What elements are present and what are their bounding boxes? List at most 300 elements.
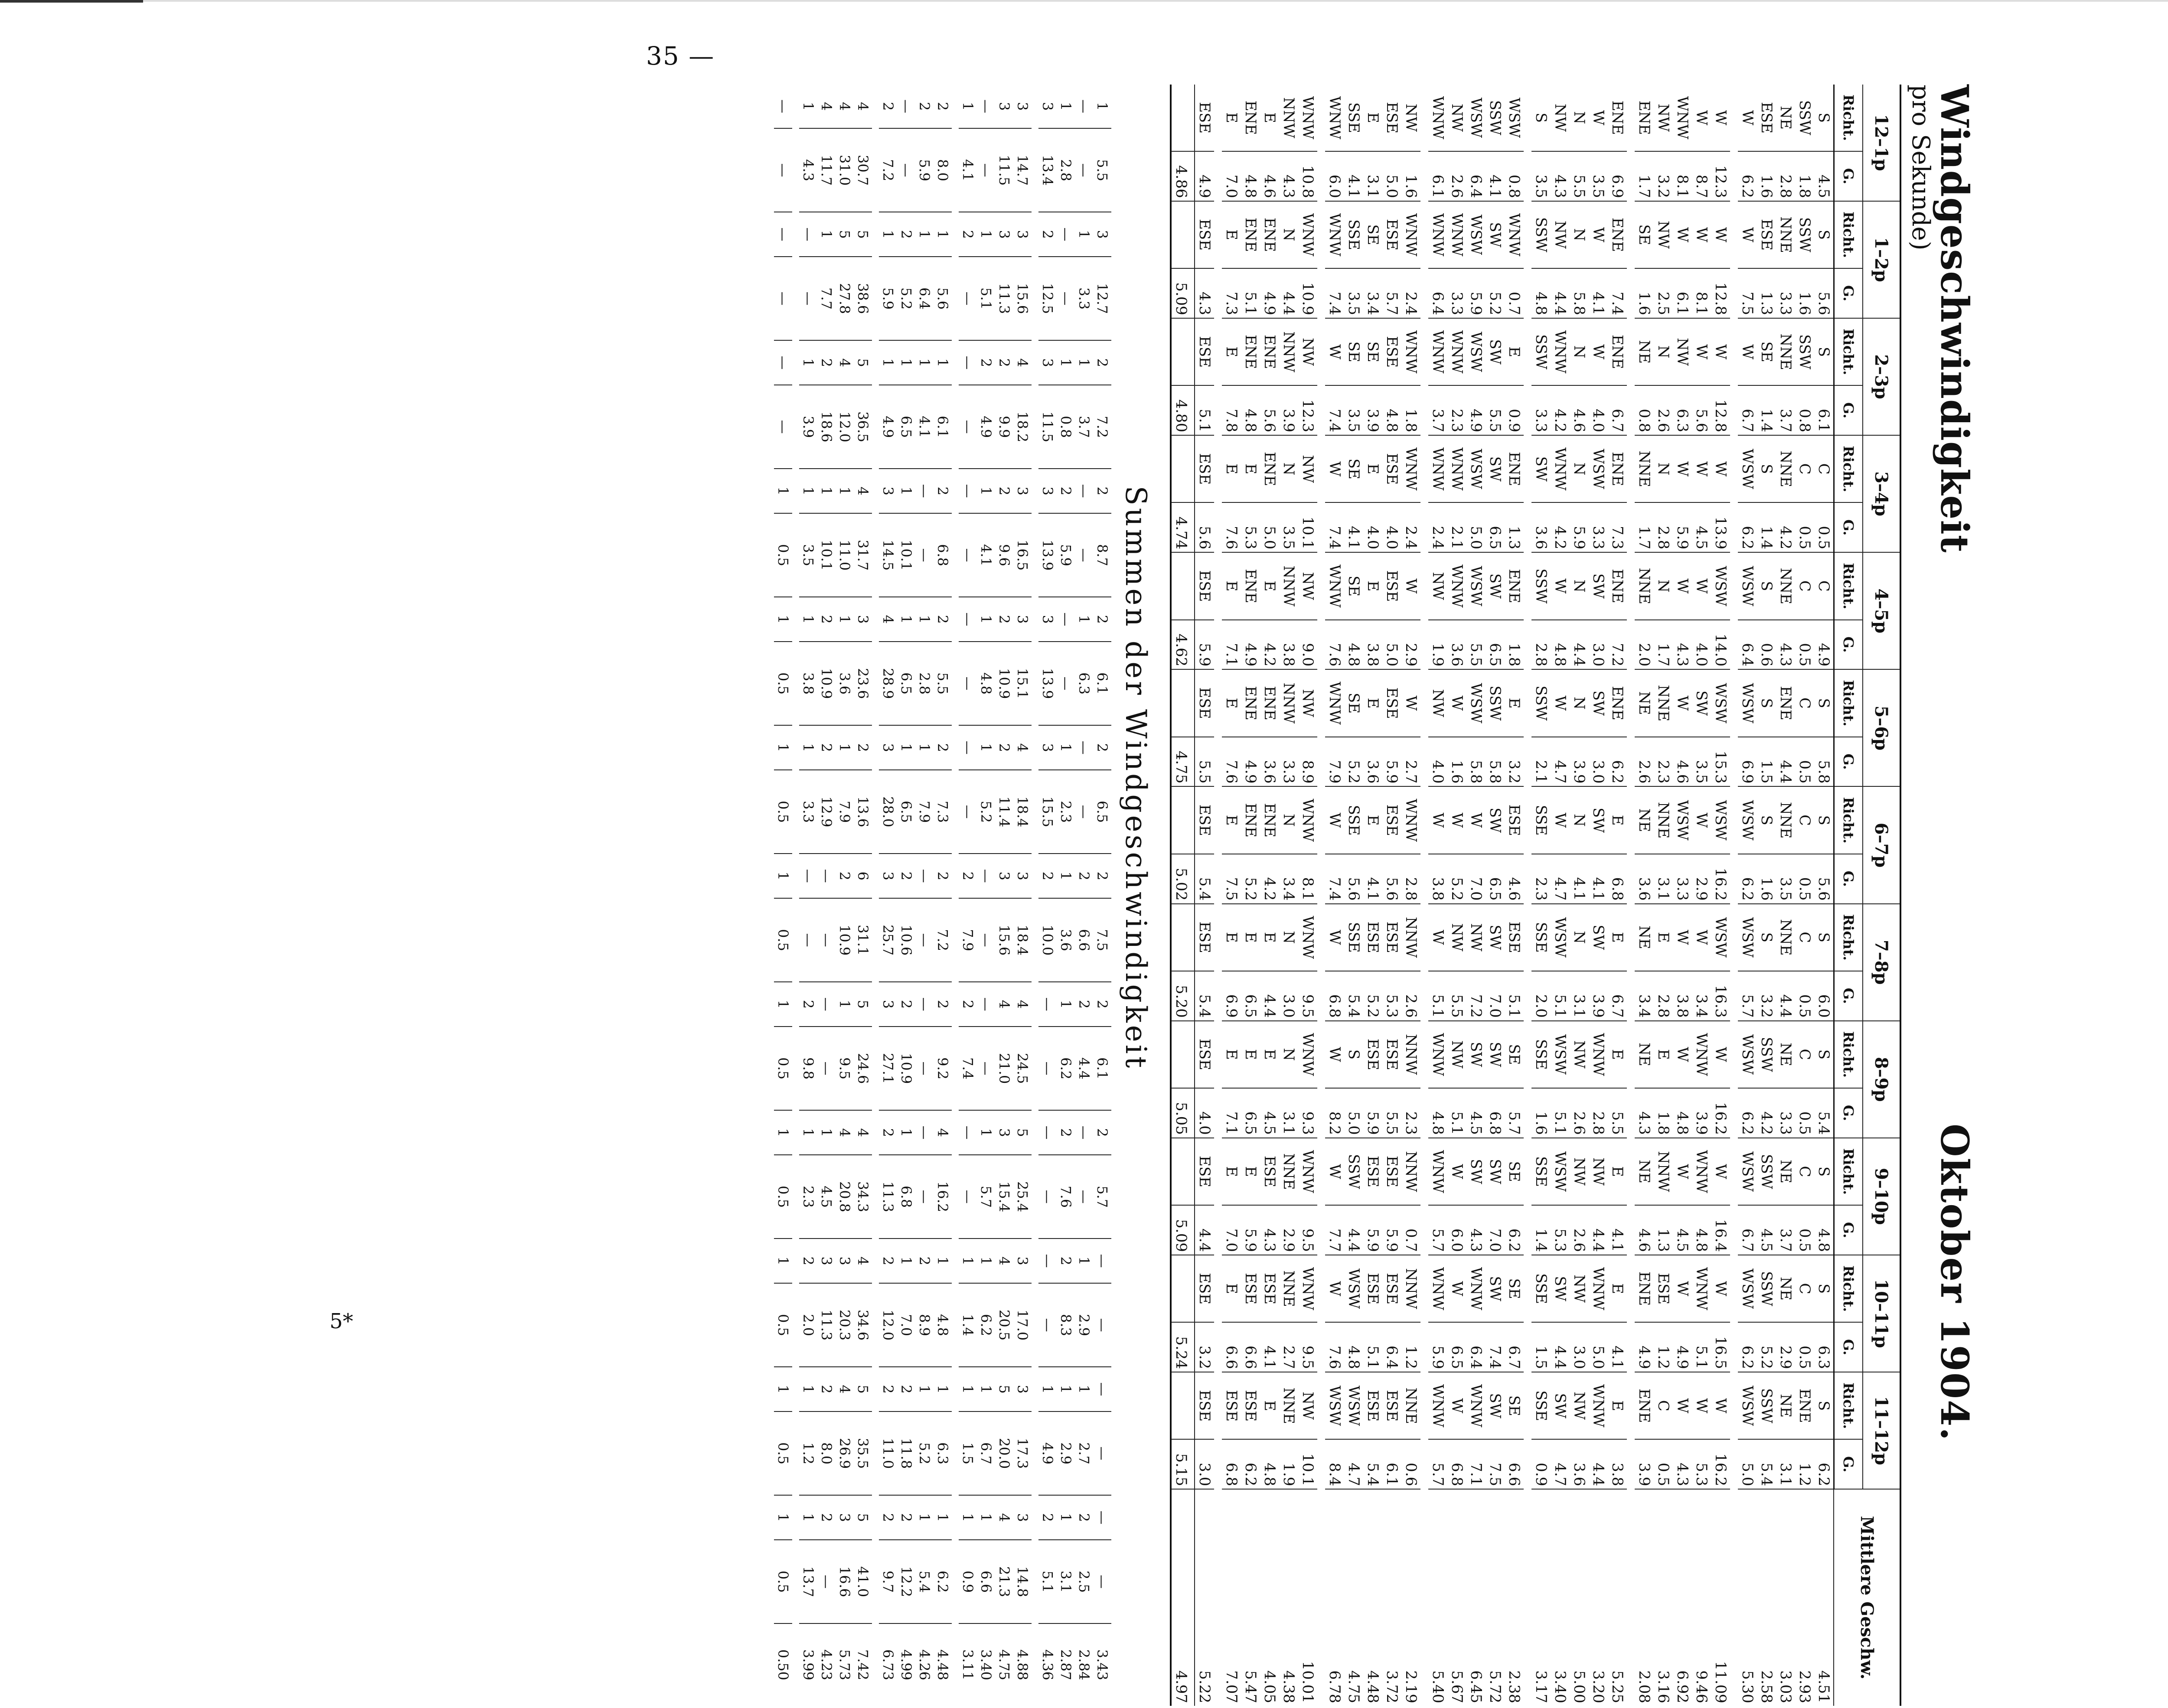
count-cell: 3	[836, 1239, 854, 1284]
spacer-cell	[1317, 85, 1325, 1706]
sum-cell: 4.9	[1038, 1411, 1057, 1495]
direction-cell: W	[1447, 786, 1466, 854]
count-cell: —	[1038, 1110, 1057, 1155]
speed-cell: 3.0	[1279, 971, 1298, 1021]
spacer-row	[1214, 85, 1222, 1706]
table-row	[1795, 85, 1814, 1706]
sum-cell: 6.2	[934, 1540, 952, 1623]
direction-cell: SW	[1486, 904, 1505, 971]
direction-cell: WSW	[1466, 669, 1486, 737]
speed-cell: 9.5	[1298, 971, 1317, 1021]
speed-cell: 5.7	[1505, 1088, 1524, 1138]
sums-row	[1038, 85, 1057, 1706]
direction-cell: NW	[1447, 1021, 1466, 1088]
table-row	[1711, 85, 1730, 1706]
sum-cell: 6.1	[1093, 642, 1111, 725]
count-cell: 1	[1075, 1239, 1093, 1284]
direction-cell: N	[1570, 435, 1589, 502]
speed-cell: 4.6	[1673, 737, 1692, 787]
sum-cell: 12.0	[879, 1283, 897, 1366]
speed-cell: 5.9	[1466, 268, 1486, 318]
direction-cell: WNW	[1589, 1255, 1608, 1322]
avg-dir-cell	[1171, 669, 1195, 737]
direction-cell: ESE	[1382, 669, 1401, 737]
sums-mean-cell: 3.43	[1093, 1623, 1111, 1706]
direction-cell: WSW	[1738, 552, 1757, 619]
speed-cell: 4.4	[1570, 620, 1589, 670]
page-subtitle: pro Sekunde)	[1907, 85, 1935, 251]
speed-cell: 0.5	[1795, 971, 1814, 1021]
count-cell: 1	[977, 725, 995, 770]
speed-cell: 2.8	[1776, 151, 1795, 201]
sum-cell: 20.3	[836, 1283, 854, 1366]
speed-cell: 4.2	[1260, 854, 1279, 904]
direction-cell: SW	[1486, 1021, 1505, 1088]
speed-cell: 3.6	[1635, 854, 1654, 904]
count-cell: —	[1057, 212, 1075, 257]
table-row	[1401, 85, 1420, 1706]
sum-cell: —	[1075, 770, 1093, 853]
speed-cell: 6.4	[1382, 1322, 1401, 1372]
sum-cell: 18.4	[1013, 898, 1032, 981]
count-cell: 3	[1038, 597, 1057, 642]
speed-cell: 3.2	[1654, 151, 1673, 201]
direction-cell: W	[1692, 786, 1711, 854]
direction-cell: W	[1692, 552, 1711, 619]
mean-cell: 5.72	[1486, 1489, 1505, 1706]
sum-cell: —	[1075, 128, 1093, 212]
speed-cell: 6.0	[1325, 151, 1344, 201]
count-cell: 3	[879, 725, 897, 770]
direction-cell: NW	[1402, 104, 1420, 132]
sum-cell: 3.6	[1057, 898, 1075, 981]
count-cell: 1	[897, 1110, 915, 1155]
speed-cell: 5.0	[1589, 1322, 1608, 1372]
count-cell: 2	[1093, 854, 1111, 899]
speed-cell: 1.6	[1531, 1088, 1551, 1138]
speed-cell: 3.4	[1279, 854, 1298, 904]
direction-cell: C	[1795, 904, 1814, 971]
direction-cell: SE	[1505, 1372, 1524, 1439]
count-cell: 4	[995, 982, 1013, 1027]
direction-cell: ESE	[1382, 318, 1401, 385]
count-cell: 2	[915, 1239, 934, 1284]
sum-cell: —	[1093, 1540, 1111, 1623]
table-row	[1241, 85, 1260, 1706]
speed-cell: 3.3	[1776, 268, 1795, 318]
spacer-row	[1627, 85, 1635, 1706]
table-row	[1486, 85, 1505, 1706]
count-cell: 1	[897, 597, 915, 642]
count-cell: 4	[879, 597, 897, 642]
direction-cell: WNW	[1674, 96, 1691, 140]
sum-cell: 7.2	[934, 898, 952, 981]
sums-mean-cell: 4.99	[897, 1623, 915, 1706]
speed-cell: 5.1	[1241, 268, 1260, 318]
direction-cell: SW	[1589, 904, 1608, 971]
direction-cell: WNW	[1401, 318, 1420, 385]
speed-cell: 1.9	[1428, 620, 1447, 670]
count-cell: 1	[959, 1367, 977, 1412]
sum-cell: 6.5	[1093, 770, 1111, 853]
direction-cell: W	[1325, 318, 1344, 385]
count-cell: 1	[774, 1495, 792, 1540]
direction-cell: WNW	[1428, 1138, 1447, 1205]
speed-cell: 5.7	[1428, 1439, 1447, 1489]
table-row	[1195, 85, 1214, 1706]
speed-cell: 4.7	[1551, 854, 1570, 904]
speed-cell: 6.2	[1241, 1439, 1260, 1489]
richt-header: Richt.	[1834, 1138, 1863, 1205]
speed-cell: 5.2	[1344, 737, 1363, 787]
count-cell: 1	[960, 102, 976, 111]
count-cell: 1	[1057, 340, 1075, 385]
direction-cell: WNW	[1692, 1021, 1711, 1088]
sum-cell: 9.6	[995, 513, 1013, 596]
richt-header: Richt.	[1834, 552, 1863, 619]
sum-cell: 11.8	[897, 1411, 915, 1495]
avg-speed-cell: 4.75	[1171, 737, 1195, 787]
sum-cell: 11.0	[836, 513, 854, 596]
count-cell: 1	[959, 1495, 977, 1540]
direction-cell: NE	[1635, 904, 1654, 971]
direction-cell: E	[1505, 669, 1524, 737]
table-row	[1298, 85, 1317, 1706]
direction-cell: ENE	[1505, 552, 1524, 619]
direction-cell: SW	[1531, 435, 1551, 502]
direction-cell: W	[1738, 318, 1757, 385]
direction-cell: N	[1570, 201, 1589, 268]
sum-cell: 2.0	[799, 1283, 817, 1366]
count-cell: 2	[934, 469, 952, 514]
speed-cell: 2.4	[1401, 268, 1420, 318]
speed-cell: 4.8	[1260, 1439, 1279, 1489]
direction-cell: W	[1693, 110, 1710, 126]
direction-cell: ENE	[1260, 201, 1279, 268]
speed-cell: 4.9	[1241, 620, 1260, 670]
count-cell: —	[959, 1110, 977, 1155]
direction-cell: ENE	[1636, 100, 1653, 135]
direction-cell: WSW	[1466, 318, 1486, 385]
count-cell: 1	[1057, 1367, 1075, 1412]
direction-cell: N	[1570, 669, 1589, 737]
avg-dir-cell	[1171, 435, 1195, 502]
direction-cell: W	[1447, 1372, 1466, 1439]
direction-cell: W	[1673, 201, 1692, 268]
direction-cell: ENE	[1241, 201, 1260, 268]
sums-mean-cell: 3.40	[977, 1623, 995, 1706]
sum-cell: 10.6	[897, 898, 915, 981]
sum-cell: 2.3	[799, 1155, 817, 1238]
direction-cell: ESE	[1196, 102, 1213, 134]
speed-cell: 4.3	[1776, 620, 1795, 670]
speed-cell: 8.9	[1298, 737, 1317, 787]
count-cell: 4	[854, 1239, 872, 1284]
direction-cell: W	[1551, 669, 1570, 737]
sum-cell: 21.3	[995, 1540, 1013, 1623]
richt-header: Richt.	[1834, 669, 1863, 737]
speed-cell: 5.1	[1447, 1088, 1466, 1138]
speed-cell: 3.9	[1279, 385, 1298, 435]
direction-cell: E	[1241, 435, 1260, 502]
count-cell: 1	[1057, 1495, 1075, 1540]
direction-cell: WNW	[1428, 318, 1447, 385]
count-cell: 1	[959, 1239, 977, 1284]
rotated-table-page	[356, 85, 1977, 1703]
count-cell: 1	[915, 212, 934, 257]
richt-header: Richt.	[1834, 85, 1863, 151]
sums-gap-cell	[872, 85, 879, 1706]
speed-cell: 5.4	[1757, 1439, 1776, 1489]
speed-cell: 4.1	[1589, 268, 1608, 318]
sum-cell: 13.4	[1038, 128, 1057, 212]
sums-mean-cell: 3.11	[959, 1623, 977, 1706]
speed-cell: 4.1	[1344, 151, 1363, 201]
speed-cell: 3.6	[1260, 737, 1279, 787]
speed-cell: 5.0	[1738, 1439, 1757, 1489]
speed-cell: 2.3	[1447, 385, 1466, 435]
direction-cell: W	[1551, 552, 1570, 619]
direction-cell: WSW	[1711, 904, 1730, 971]
table-row	[1505, 85, 1524, 1706]
speed-cell: 7.8	[1222, 385, 1241, 435]
direction-cell: SSE	[1531, 1138, 1551, 1205]
sum-cell: 12.2	[897, 1540, 915, 1623]
speed-cell: 2.6	[1654, 385, 1673, 435]
count-cell: 3	[1038, 340, 1057, 385]
speed-cell: 12.3	[1711, 151, 1730, 201]
table-row	[1692, 85, 1711, 1706]
sums-row	[934, 85, 952, 1706]
top-left-mark	[0, 0, 143, 3]
count-cell: 2	[934, 725, 952, 770]
speed-cell: 3.0	[1589, 737, 1608, 787]
sums-row	[959, 85, 977, 1706]
sum-cell: 4.8	[934, 1283, 952, 1366]
speed-cell: 1.7	[1635, 151, 1654, 201]
count-cell: 2	[1075, 1495, 1093, 1540]
direction-cell: SSW	[1531, 552, 1551, 619]
speed-cell: 3.1	[1654, 854, 1673, 904]
speed-cell: 5.5	[1447, 971, 1466, 1021]
sum-cell: 31.0	[836, 128, 854, 212]
speed-cell: 5.6	[1195, 502, 1214, 552]
sum-cell: 7.9	[836, 770, 854, 853]
sum-cell: 2.8	[915, 642, 934, 725]
table-row	[1260, 85, 1279, 1706]
speed-cell: 6.1	[1428, 151, 1447, 201]
speed-cell: 16.5	[1711, 1322, 1730, 1372]
direction-cell: ENE	[1241, 669, 1260, 737]
direction-cell: E	[1222, 201, 1241, 268]
count-cell: 2	[897, 854, 915, 899]
mean-cell: 3.72	[1382, 1489, 1401, 1706]
speed-cell: 6.7	[1505, 1322, 1524, 1372]
richt-header: Richt.	[1834, 318, 1863, 385]
sum-cell: 7.5	[1093, 898, 1111, 981]
mean-cell: 6.92	[1673, 1489, 1692, 1706]
direction-cell: SSE	[1531, 1372, 1551, 1439]
mean-cell: 5.25	[1608, 1489, 1627, 1706]
sum-cell: 16.6	[836, 1540, 854, 1623]
speed-cell: 7.5	[1222, 854, 1241, 904]
count-cell: 2	[1075, 854, 1093, 899]
speed-cell: 4.0	[1692, 620, 1711, 670]
count-cell: —	[977, 854, 995, 899]
spacer-cell	[1420, 85, 1428, 1706]
sum-cell: —	[1057, 642, 1075, 725]
count-cell: 1	[774, 597, 792, 642]
speed-cell: 1.3	[1757, 268, 1776, 318]
sum-cell: 10.1	[897, 513, 915, 596]
count-cell: 1	[817, 469, 836, 514]
count-cell: 1	[934, 340, 952, 385]
direction-cell: NNW	[1280, 97, 1297, 138]
direction-cell: ENE	[1260, 318, 1279, 385]
mean-cell: 3.17	[1531, 1489, 1551, 1706]
direction-cell: WSW	[1344, 1255, 1363, 1322]
direction-cell: SSE	[1531, 904, 1551, 971]
speed-cell: 9.5	[1298, 1205, 1317, 1255]
direction-cell: E	[1608, 1021, 1627, 1088]
sums-mean-cell: 0.50	[774, 1623, 792, 1706]
direction-cell: S	[1815, 112, 1832, 123]
speed-cell: 3.5	[1589, 151, 1608, 201]
speed-cell: 3.9	[1692, 1088, 1711, 1138]
count-cell: —	[1038, 982, 1057, 1027]
sums-row	[897, 85, 915, 1706]
direction-cell: WNW	[1447, 318, 1466, 385]
speed-cell: 8.1	[1692, 268, 1711, 318]
count-cell: 2	[1057, 1239, 1075, 1284]
direction-cell: W	[1711, 1255, 1730, 1322]
direction-cell: SSE	[1344, 201, 1363, 268]
speed-cell: 4.5	[1673, 1205, 1692, 1255]
speed-cell: 4.3	[1673, 620, 1692, 670]
sums-row	[1013, 85, 1032, 1706]
direction-cell: SW	[1486, 786, 1505, 854]
count-cell: —	[959, 469, 977, 514]
g-header: G.	[1834, 854, 1863, 904]
sum-cell: 25.7	[879, 898, 897, 981]
direction-cell: ESE	[1363, 904, 1382, 971]
direction-cell: ESE	[1382, 435, 1401, 502]
count-cell: 2	[959, 212, 977, 257]
speed-cell: 5.2	[1757, 1322, 1776, 1372]
count-cell: 2	[897, 1495, 915, 1540]
sums-gap-row	[1032, 85, 1038, 1706]
direction-cell: C	[1814, 552, 1834, 619]
sum-cell: 5.5	[1093, 128, 1111, 212]
speed-cell: 7.0	[1486, 1205, 1505, 1255]
sum-cell: 2.8	[1057, 128, 1075, 212]
direction-cell: SSE	[1531, 786, 1551, 854]
direction-cell: WNW	[1401, 201, 1420, 268]
speed-cell: 4.8	[1428, 1088, 1447, 1138]
sum-cell: 6.8	[934, 513, 952, 596]
table-row	[1589, 85, 1608, 1706]
speed-cell: 8.7	[1692, 151, 1711, 201]
count-cell: 5	[854, 1495, 872, 1540]
sum-cell: 11.3	[995, 257, 1013, 340]
speed-cell: 4.5	[1692, 502, 1711, 552]
table-row	[1776, 85, 1795, 1706]
count-cell: 1	[836, 982, 854, 1027]
speed-cell: 2.9	[1401, 620, 1420, 670]
direction-cell: ENE	[1608, 669, 1627, 737]
direction-cell: NW	[1428, 552, 1447, 619]
sum-cell: 0.5	[774, 1411, 792, 1495]
hour-header: 8–9p	[1863, 1021, 1900, 1138]
direction-cell: WNW	[1325, 201, 1344, 268]
direction-cell: NW	[1570, 1138, 1589, 1205]
direction-cell: NW	[1448, 104, 1466, 132]
table-row	[1814, 85, 1834, 1706]
direction-cell: ESE	[1383, 102, 1401, 134]
direction-cell: NE	[1635, 318, 1654, 385]
speed-cell: 6.8	[1325, 971, 1344, 1021]
sum-cell: 8.3	[1057, 1283, 1075, 1366]
direction-cell: C	[1795, 1021, 1814, 1088]
sum-cell: 16.5	[1013, 513, 1032, 596]
speed-cell: 6.8	[1447, 1439, 1466, 1489]
direction-cell: SE	[1344, 318, 1363, 385]
speed-cell: 3.3	[1279, 737, 1298, 787]
speed-cell: 10.9	[1298, 268, 1317, 318]
count-cell: 1	[836, 725, 854, 770]
count-cell: 1	[1038, 1367, 1057, 1412]
count-cell: —	[799, 212, 817, 257]
sum-cell: 6.6	[977, 1540, 995, 1623]
sum-cell: 15.6	[995, 898, 1013, 981]
speed-cell: 4.0	[1589, 385, 1608, 435]
mean-cell: 2.38	[1505, 1489, 1524, 1706]
sum-cell: —	[817, 898, 836, 981]
count-cell: 3	[854, 597, 872, 642]
speed-cell: 0.5	[1795, 854, 1814, 904]
speed-cell: 0.5	[1795, 1205, 1814, 1255]
hour-header: 6–7p	[1863, 786, 1900, 903]
direction-cell: ESE	[1195, 435, 1214, 502]
speed-cell: 7.4	[1325, 385, 1344, 435]
direction-cell: S	[1757, 669, 1776, 737]
count-cell: 3	[995, 212, 1013, 257]
direction-cell: WNW	[1401, 435, 1420, 502]
speed-cell: 0.6	[1401, 1439, 1420, 1489]
direction-cell: ENE	[1609, 100, 1626, 135]
sum-cell: 4.8	[977, 642, 995, 725]
direction-cell: NNE	[1279, 1255, 1298, 1322]
sum-cell: 5.4	[915, 1540, 934, 1623]
direction-cell: S	[1814, 318, 1834, 385]
sum-cell: 6.3	[934, 1411, 952, 1495]
speed-cell: 9.3	[1298, 1088, 1317, 1138]
sum-cell: 4.4	[1075, 1027, 1093, 1110]
speed-cell: 1.6	[1401, 151, 1420, 201]
speed-cell: 3.4	[1692, 971, 1711, 1021]
direction-cell: ENE	[1260, 669, 1279, 737]
sums-mean-cell: 5.73	[836, 1623, 854, 1706]
count-cell: 1	[915, 597, 934, 642]
sums-gap-cell	[792, 85, 799, 1706]
speed-cell: 5.1	[1363, 1322, 1382, 1372]
speed-cell: 2.8	[1589, 1088, 1608, 1138]
table-row	[1673, 85, 1692, 1706]
sum-cell: 0.8	[1057, 385, 1075, 468]
speed-cell: 4.9	[1814, 620, 1834, 670]
direction-cell: ESE	[1758, 102, 1775, 134]
speed-cell: 2.6	[1447, 151, 1466, 201]
